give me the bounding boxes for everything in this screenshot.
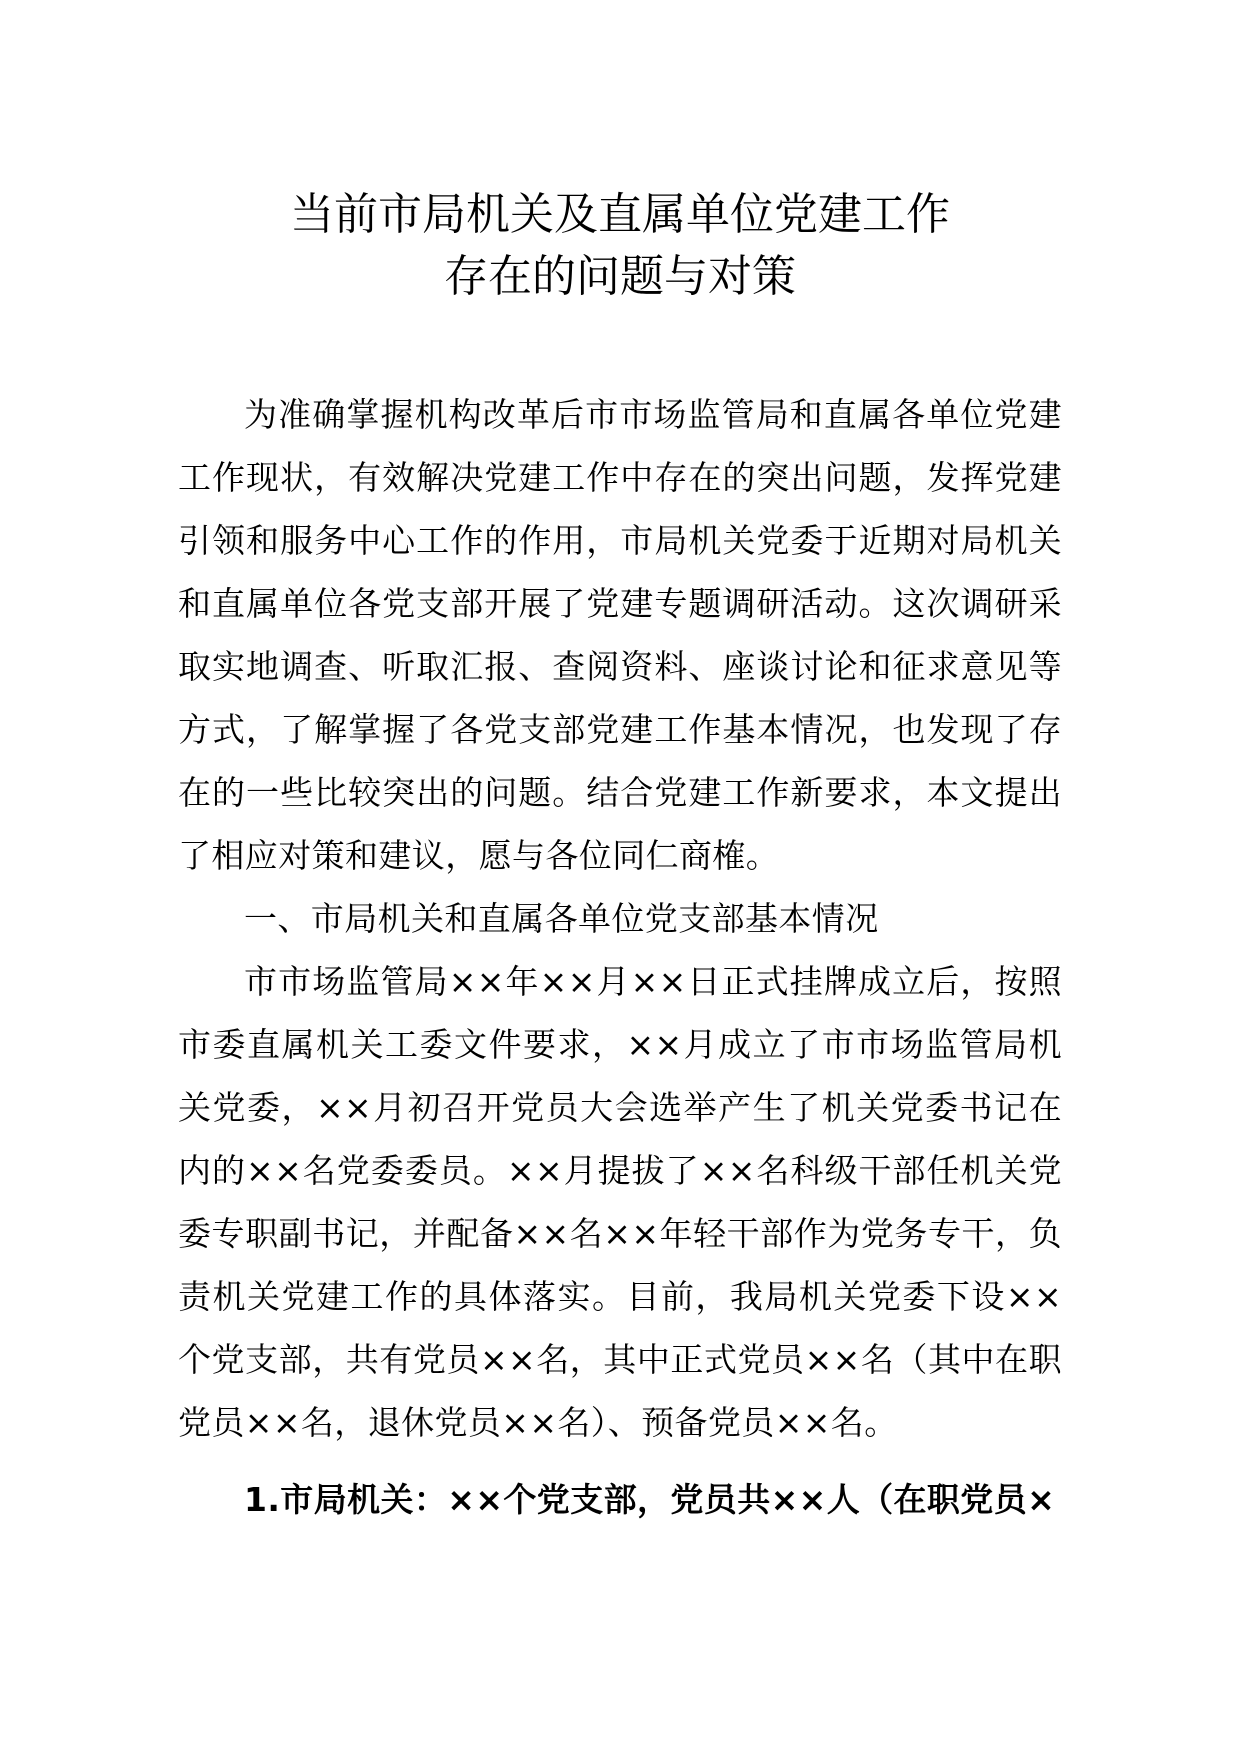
- subsection-heading-1: [178, 1468, 1062, 1531]
- section-heading-1: [178, 887, 1062, 950]
- text-line: 个党支部，共有党员××名，其中正式党员××名（其中在职: [178, 1340, 1062, 1379]
- paragraph-section-1: [178, 950, 1062, 1454]
- text-line: 内的××名党委委员。××月提拔了××名科级干部任机关党: [178, 1151, 1062, 1190]
- text-line: 市市场监管局××年××月××日正式挂牌成立后，按照: [244, 962, 1062, 1001]
- text-line: 党员××名，退休党员××名）、预备党员××名。: [178, 1403, 898, 1442]
- paragraph-intro: [178, 383, 1062, 887]
- section-heading-text: 一、市局机关和直属各单位党支部基本情况: [244, 899, 879, 938]
- text-line: 取实地调查、听取汇报、查阅资料、座谈讨论和征求意见等: [178, 647, 1062, 686]
- text-line: 和直属单位各党支部开展了党建专题调研活动。这次调研采: [178, 584, 1062, 623]
- text-line: 工作现状，有效解决党建工作中存在的突出问题，发挥党建: [178, 458, 1062, 497]
- text-line: 责机关党建工作的具体落实。目前，我局机关党委下设××: [178, 1277, 1062, 1316]
- title-line-2: 存在的问题与对策: [444, 251, 796, 302]
- title-line-1: 当前市局机关及直属单位党建工作: [290, 189, 950, 240]
- text-line: 引领和服务中心工作的作用，市局机关党委于近期对局机关: [178, 521, 1062, 560]
- document-title: [0, 184, 1240, 308]
- text-line: 市委直属机关工委文件要求，××月成立了市市场监管局机: [178, 1025, 1062, 1064]
- text-line: 关党委，××月初召开党员大会选举产生了机关党委书记在: [178, 1088, 1062, 1127]
- document-body: [178, 383, 1062, 1531]
- subsection-heading-text: 1.市局机关：××个党支部，党员共××人（在职党员×: [244, 1480, 1056, 1519]
- text-line: 为准确掌握机构改革后市市场监管局和直属各单位党建: [244, 395, 1062, 434]
- text-line: 在的一些比较突出的问题。结合党建工作新要求，本文提出: [178, 773, 1062, 812]
- text-line: 了相应对策和建议，愿与各位同仁商榷。: [178, 836, 780, 875]
- text-line: 委专职副书记，并配备××名××年轻干部作为党务专干，负: [178, 1214, 1062, 1253]
- text-line: 方式，了解掌握了各党支部党建工作基本情况，也发现了存: [178, 710, 1062, 749]
